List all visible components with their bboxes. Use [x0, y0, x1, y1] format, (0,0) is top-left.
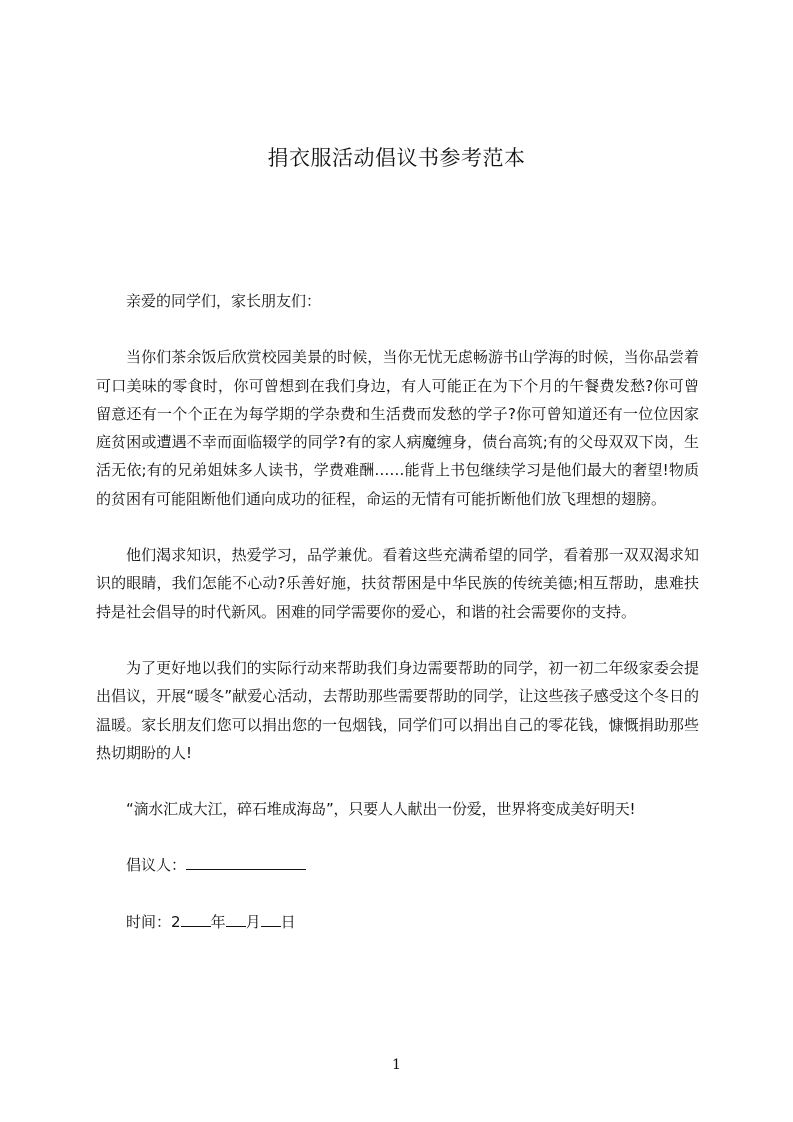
- salutation: 亲爱的同学们，家长朋友们：: [126, 292, 322, 310]
- body-paragraph-1: 当你们茶余饭后欣赏校园美景的时候，当你无忧无虑畅游书山学海的时候，当你品尝着可口美味的零食时，你可曾想到在我们身边，有人可能正在为下个月的午餐费发愁?你可曾留意还有一个个正在为每学期的学杂费和生活费而发愁的学子?你可曾知道还有一位位因家庭贫困或遭遇不幸而面临辍学的同学?有的家人病魔缠身，债台高筑;有的父母双双下岗，生活无依;有的兄弟姐妹多人读书，学费难酬……能背上书包继续学习是他们最大的奢望!物质的贫困有可能阻断他们通向成功的征程，命运的无情有可能折断他们放飞理想的翅膀。: [96, 348, 699, 508]
- time-label: 时间：: [126, 912, 172, 931]
- initiator-label: 倡议人：: [126, 856, 187, 875]
- time-prefix: 2: [171, 912, 181, 931]
- page-number: 1: [392, 1057, 401, 1073]
- day-blank: [261, 911, 281, 927]
- year-blank: [181, 911, 211, 927]
- document-body: [96, 287, 699, 936]
- year-label: 年: [210, 912, 226, 931]
- body-paragraph-2: 他们渴求知识，热爱学习，品学兼优。看着这些充满希望的同学，看着那一双双渴求知识的眼睛，我们怎能不心动?乐善好施，扶贫帮困是中华民族的传统美德;相互帮助，患难扶持是社会倡导的时代新风。困难的同学需要你的爱心，和谐的社会需要你的支持。: [96, 546, 699, 621]
- month-blank: [226, 911, 246, 927]
- closing-quote: “滴水汇成大江，碎石堆成海岛”，只要人人献出一份爱，世界将变成美好明天!: [126, 800, 636, 819]
- time-line: [96, 908, 699, 936]
- initiator-blank: [186, 854, 306, 870]
- day-label: 日: [280, 912, 296, 931]
- document-title: 捐衣服活动倡议书参考范本: [267, 146, 526, 170]
- month-label: 月: [245, 912, 261, 931]
- body-paragraph-3: 为了更好地以我们的实际行动来帮助我们身边需要帮助的同学，初一初二年级家委会提出倡议，开展“暖冬”献爱心活动，去帮助那些需要帮助的同学，让这些孩子感受这个冬日的温暖。家长朋友们您可以捐出您的一包烟钱，同学们可以捐出自己的零花钱，慷慨捐助那些热切期盼的人!: [96, 658, 699, 762]
- initiator-line: [96, 851, 699, 879]
